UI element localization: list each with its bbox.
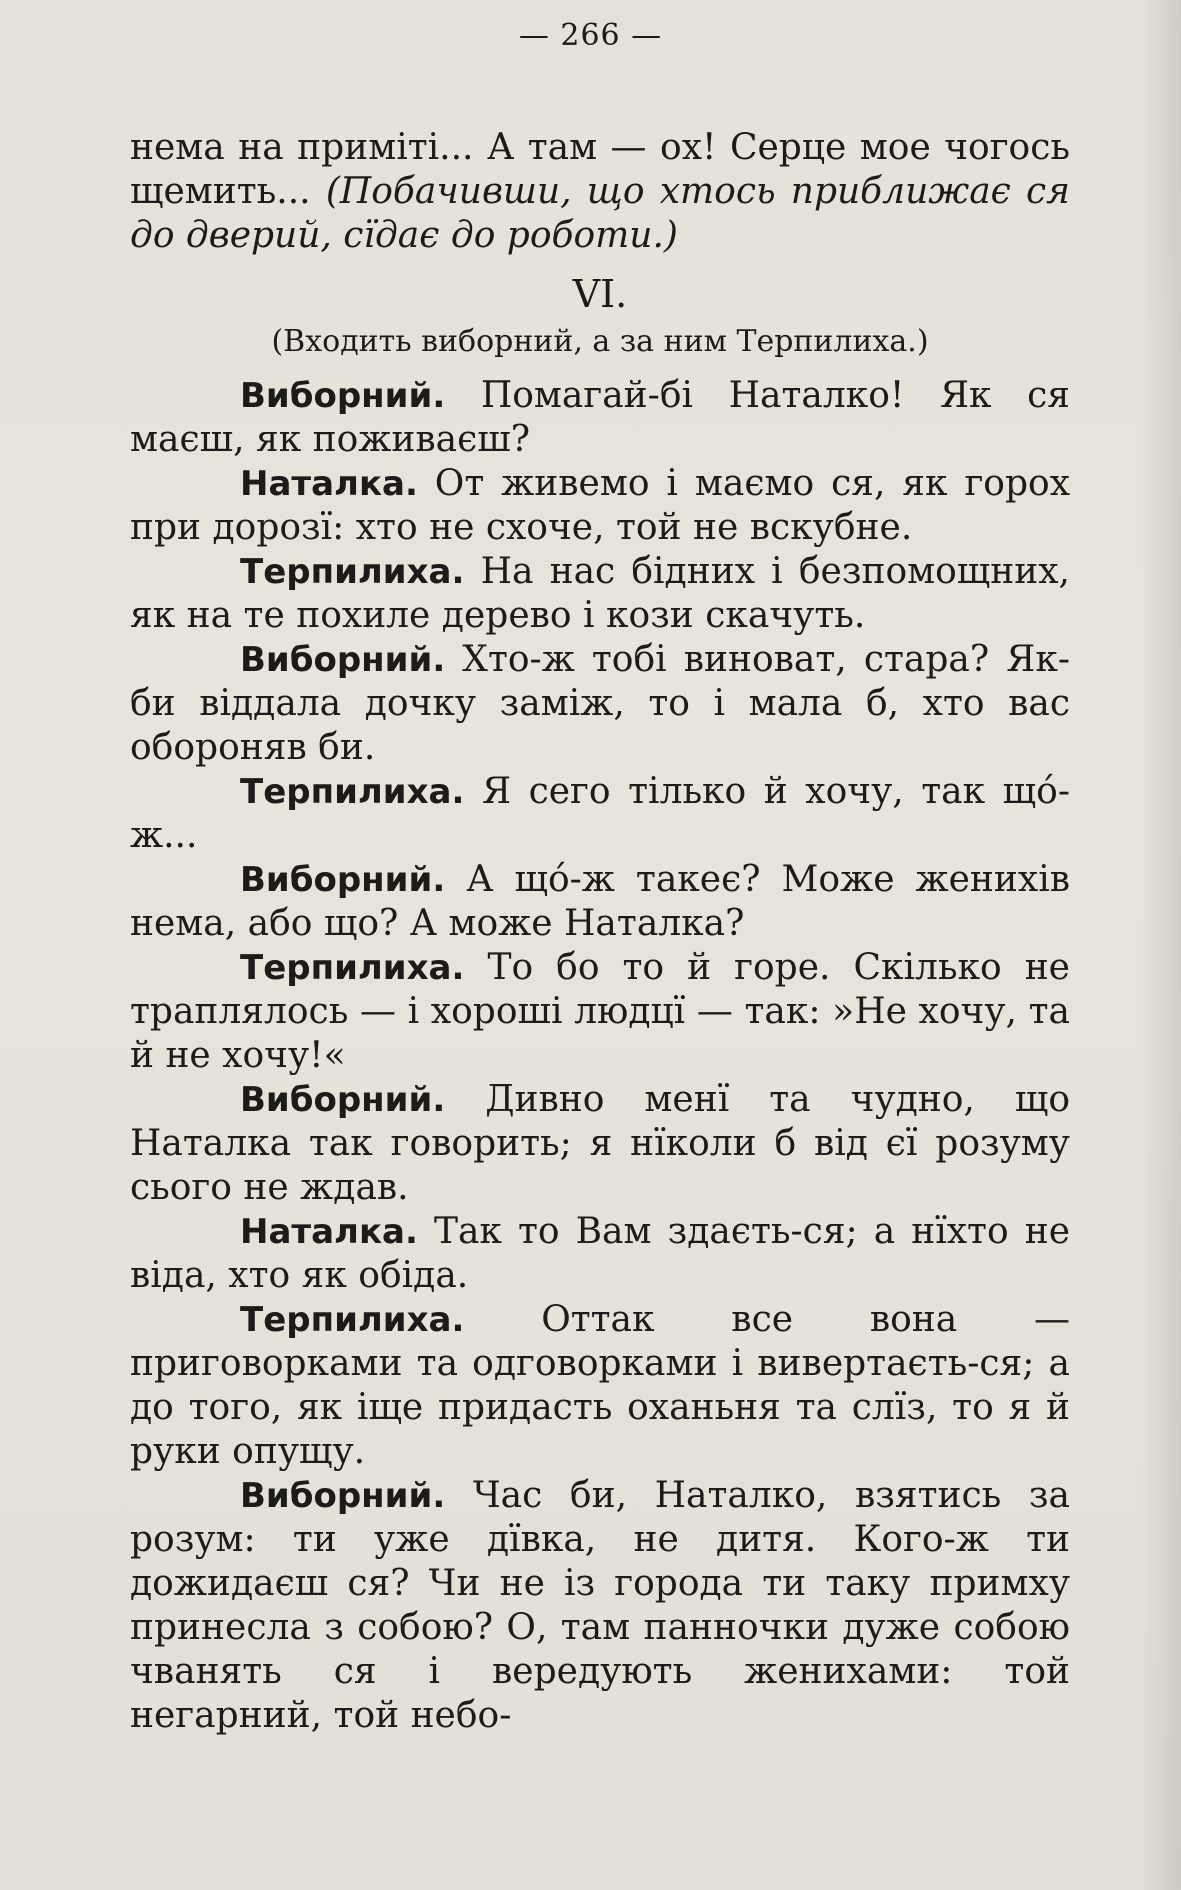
page-number: — 266 — <box>518 18 663 53</box>
intro-text: нема на приміті... А там — ох! Серце мое чогось щемить... <box>130 127 1070 212</box>
speech-text: Дивно менї та чудно, що Наталка так говорить; я нїколи б від єї розуму сього не ждав. <box>130 1079 1070 1208</box>
section-heading: VI. <box>572 272 628 316</box>
dialogue-line <box>130 374 1070 462</box>
dialogue-line <box>130 1078 1070 1210</box>
speech-text: Оттак все вона — приговорками та одговорками і вивертаєть-ся; а до того, як іще придасть оханьня та слїз, то я й руки опущу. <box>130 1299 1070 1472</box>
speech-text: Помагай-бі Наталко! Як ся маєш, як поживаєш? <box>130 375 1070 460</box>
speaker-name: Виборний. <box>240 1476 446 1516</box>
intro-stage-direction: (Побачивши, що хтось приближає ся до дверий, сїдає до роботи.) <box>130 171 1070 256</box>
dialogue-line <box>130 858 1070 946</box>
speaker-name: Терпилиха. <box>240 772 465 812</box>
speaker-name: Наталка. <box>240 1212 418 1252</box>
dialogue-line <box>130 638 1070 770</box>
intro-paragraph <box>130 126 1070 258</box>
dialogue-line <box>130 462 1070 550</box>
dialogue-line <box>130 1298 1070 1474</box>
dialogue-line <box>130 770 1070 858</box>
speech-text: На нас бідних і безпомощних, як на те похиле дерево і кози скачуть. <box>130 551 1070 636</box>
speech-text: То бо то й горе. Скілько не траплялось — і хороші людцї — так: »Не хочу, та й не хочу!« <box>130 947 1070 1076</box>
page-edge-shadow <box>1141 0 1181 1890</box>
speech-text: Так то Вам здаєть-ся; а нїхто не віда, хто як обіда. <box>130 1211 1070 1296</box>
speaker-name: Терпилиха. <box>240 552 465 592</box>
speaker-name: Наталка. <box>240 464 418 504</box>
dialogue <box>130 374 1070 1738</box>
section-stage-direction: (Входить виборний, а за ним Терпилиха.) <box>271 324 929 359</box>
dialogue-line <box>130 946 1070 1078</box>
dialogue-line <box>130 1210 1070 1298</box>
speech-text: Хто-ж тобі виноват, стара? Як-би віддала дочку заміж, то і мала б, хто вас обороняв би. <box>130 639 1070 768</box>
dialogue-line <box>130 550 1070 638</box>
speech-text: А щó-ж такеє? Може женихів нема, або що? А може Наталка? <box>130 859 1070 944</box>
speech-text: Я сего тілько й хочу, так щó-ж... <box>130 771 1070 856</box>
speaker-name: Терпилиха. <box>240 948 465 988</box>
speech-text: От живемо і маємо ся, як горох при дорозї: хто не схоче, той не вскубне. <box>130 463 1070 548</box>
dialogue-line <box>130 1474 1070 1738</box>
speaker-name: Виборний. <box>240 1080 446 1120</box>
speaker-name: Терпилиха. <box>240 1300 465 1340</box>
text-body <box>130 126 1070 1738</box>
speaker-name: Виборний. <box>240 376 446 416</box>
speech-text: Час би, Наталко, взятись за розум: ти уже дївка, не дитя. Кого-ж ти дожидаєш ся? Чи не із города ти таку примху принесла з собою? О, там панночки дуже собою чванять ся і вередують женихами: той негарний, той небо- <box>130 1475 1070 1736</box>
speaker-name: Виборний. <box>240 860 446 900</box>
speaker-name: Виборний. <box>240 640 446 680</box>
